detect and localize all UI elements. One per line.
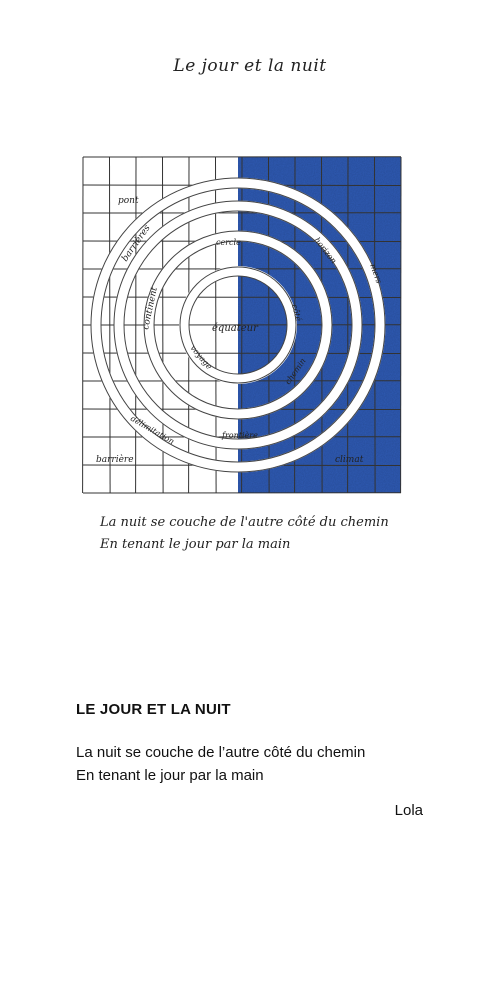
drawing-caption (100, 512, 420, 556)
word-barrieres: barrières (120, 223, 153, 264)
drawing-caption-line-1: La nuit se couche de l'autre côté du chemin (100, 515, 389, 530)
word-horizon: horizon (312, 235, 339, 266)
word-continent: continent (141, 286, 160, 331)
poem-line-1: La nuit se couche de l’autre côté du chemin (76, 744, 366, 761)
word-mers: mers (368, 262, 384, 285)
word-chemin: chemin (283, 356, 308, 387)
word-frontiere: frontière (222, 431, 258, 440)
poem-author: Lola (394, 802, 423, 819)
poem-text (76, 741, 365, 787)
word-voyage: voyage (188, 343, 214, 372)
word-barriere: barrière (96, 455, 134, 465)
drawing-title: Le jour et la nuit (173, 56, 327, 76)
word-climat: climat (335, 455, 364, 465)
drawing-caption-line-2: En tenant le jour par la main (100, 537, 291, 552)
word-cercle: cercle (216, 238, 241, 247)
word-pont: pont (118, 196, 139, 206)
word-cote: côté (290, 303, 304, 323)
word-equateur: équateur (212, 323, 258, 334)
poem-title: LE JOUR ET LA NUIT (76, 701, 231, 718)
poem-line-2: En tenant le jour par la main (76, 767, 264, 784)
word-delimitation: délimitation (129, 413, 176, 447)
